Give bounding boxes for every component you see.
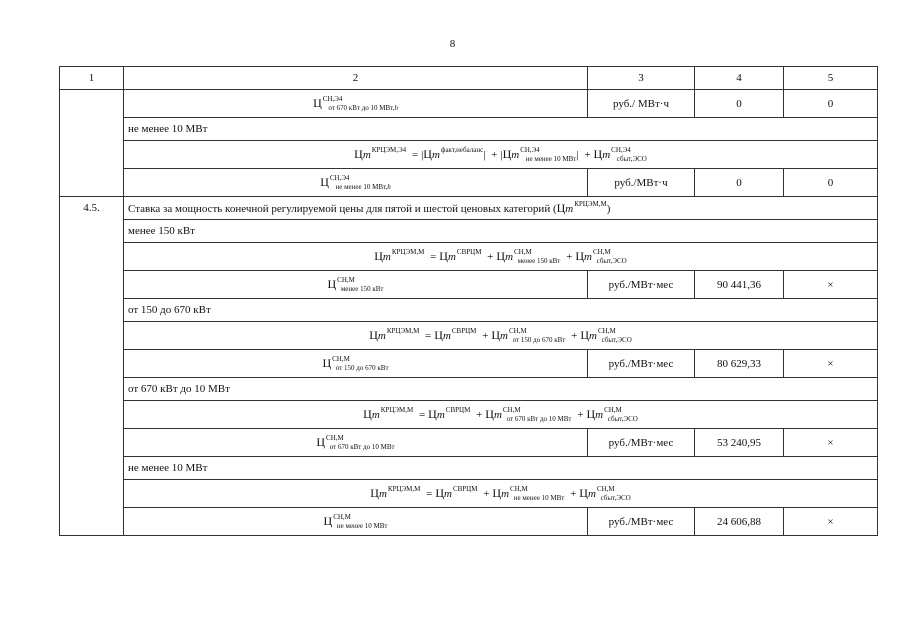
formula: $Цm^{КРЦЭМ,М} = Цm^{СВРЦМ} + Цm^{СН,М}_{от 150 до 670 кВт} + Цm^{СН,М}_{сбыт,ЭСО}$ [124, 322, 878, 350]
value-cell: 0 [695, 90, 784, 118]
table-row [60, 378, 878, 401]
indicator-cell: $Ц^{СН,М}_{менее 150 кВт}$ [124, 271, 588, 299]
value-cell: 0 [784, 90, 878, 118]
page-number: 8 [449, 38, 456, 50]
tariff-table [59, 66, 878, 536]
range-label: не менее 10 МВт [124, 118, 878, 141]
col-header: 5 [784, 67, 878, 90]
unit-cell: руб./МВт·мес [588, 271, 695, 299]
formula-row [60, 141, 878, 169]
section-title: Ставка за мощность конечной регулируемой цены для пятой и шестой ценовых категорий $(Цm^{КРЦЭМ,М})$ [124, 197, 878, 220]
unit-cell: руб./МВт·мес [588, 350, 695, 378]
col-header: 2 [124, 67, 588, 90]
value-cell: 0 [695, 169, 784, 197]
table-row [60, 457, 878, 480]
range-label: не менее 10 МВт [124, 457, 878, 480]
value-cell: × [784, 508, 878, 536]
indicator-cell: $Ц^{СН,Э4}_{не менее 10 МВт,h}$ [124, 169, 588, 197]
unit-cell: руб./МВт·мес [588, 508, 695, 536]
table-row [60, 350, 878, 378]
value-cell: × [784, 429, 878, 457]
table-row [60, 118, 878, 141]
formula: $Цm^{КРЦЭМ,М} = Цm^{СВРЦМ} + Цm^{СН,М}_{от 670 кВт до 10 МВт} + Цm^{СН,М}_{сбыт,ЭСО}$ [124, 401, 878, 429]
section-number: 4.5. [60, 197, 124, 536]
value-cell: × [784, 350, 878, 378]
formula-row [60, 322, 878, 350]
section-row [60, 197, 878, 220]
value-cell: × [784, 271, 878, 299]
table-row [60, 271, 878, 299]
number-cell [60, 90, 124, 197]
table-row [60, 508, 878, 536]
table-row [60, 220, 878, 243]
header-row [60, 67, 878, 90]
range-label: от 150 до 670 кВт [124, 299, 878, 322]
range-label: менее 150 кВт [124, 220, 878, 243]
table-row [60, 299, 878, 322]
value-cell: 24 606,88 [695, 508, 784, 536]
unit-cell: руб./МВт·ч [588, 169, 695, 197]
unit-cell: руб./МВт·мес [588, 429, 695, 457]
formula-row [60, 243, 878, 271]
range-label: от 670 кВт до 10 МВт [124, 378, 878, 401]
indicator-cell: $Ц^{СН,М}_{от 670 кВт до 10 МВт}$ [124, 429, 588, 457]
formula-row [60, 480, 878, 508]
col-header: 4 [695, 67, 784, 90]
formula-row [60, 401, 878, 429]
value-cell: 90 441,36 [695, 271, 784, 299]
value-cell: 53 240,95 [695, 429, 784, 457]
formula: $Цm^{КРЦЭМ,М} = Цm^{СВРЦМ} + Цm^{СН,М}_{не менее 10 МВт} + Цm^{СН,М}_{сбыт,ЭСО}$ [124, 480, 878, 508]
indicator-cell: $Ц^{СН,М}_{от 150 до 670 кВт}$ [124, 350, 588, 378]
value-cell: 0 [784, 169, 878, 197]
col-header: 1 [60, 67, 124, 90]
col-header: 3 [588, 67, 695, 90]
table-row [60, 90, 878, 118]
formula: $Цm^{КРЦЭМ,М} = Цm^{СВРЦМ} + Цm^{СН,М}_{менее 150 кВт} + Цm^{СН,М}_{сбыт,ЭСО}$ [124, 243, 878, 271]
formula: $Цm^{КРЦЭМ,Э4} = |Цm^{факт,небаланс}| + |Цm^{СН,Э4}_{не менее 10 МВт}| + Цm^{СН,Э4}_{сбыт,ЭСО}$ [124, 141, 878, 169]
indicator-cell: $Ц^{СН,М}_{не менее 10 МВт}$ [124, 508, 588, 536]
value-cell: 80 629,33 [695, 350, 784, 378]
indicator-cell: $Ц^{СН,Э4}_{от 670 кВт до 10 МВт,h}$ [124, 90, 588, 118]
unit-cell: руб./ МВт·ч [588, 90, 695, 118]
table-row [60, 169, 878, 197]
table-row [60, 429, 878, 457]
